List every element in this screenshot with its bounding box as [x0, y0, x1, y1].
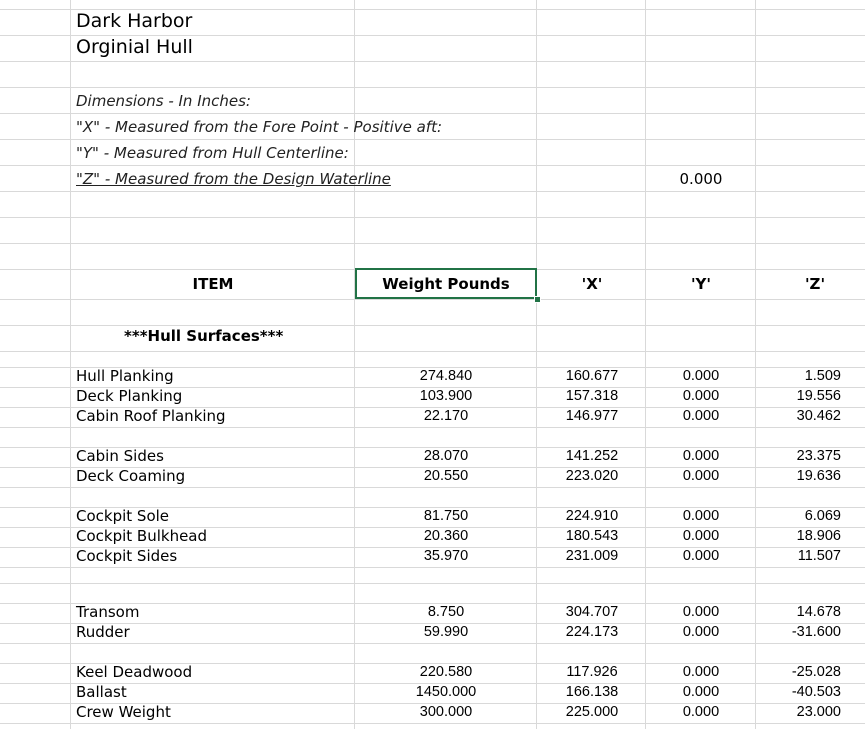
- section-hull-surfaces[interactable]: ***Hull Surfaces***: [124, 327, 284, 345]
- row-weight[interactable]: 1450.000: [415, 684, 477, 700]
- row-item-name[interactable]: Transom: [76, 603, 140, 621]
- row-x[interactable]: 166.138: [565, 684, 619, 700]
- row-z[interactable]: 19.556: [796, 388, 841, 404]
- row-weight[interactable]: 81.750: [423, 508, 469, 524]
- row-item-name[interactable]: Cockpit Bulkhead: [76, 527, 208, 545]
- row-z[interactable]: -40.503: [791, 684, 841, 700]
- row-z[interactable]: 11.507: [797, 548, 841, 564]
- row-weight[interactable]: 20.550: [423, 468, 469, 484]
- row-x[interactable]: 231.009: [565, 548, 619, 564]
- row-weight[interactable]: 8.750: [427, 604, 465, 620]
- row-item-name[interactable]: Deck Planking: [76, 387, 183, 405]
- row-z[interactable]: 18.906: [796, 528, 841, 544]
- row-x[interactable]: 180.543: [565, 528, 619, 544]
- row-x[interactable]: 224.910: [565, 508, 619, 524]
- row-y[interactable]: 0.000: [682, 704, 720, 720]
- row-weight[interactable]: 35.970: [423, 548, 469, 564]
- row-weight[interactable]: 22.170: [423, 408, 469, 424]
- row-y[interactable]: 0.000: [682, 684, 720, 700]
- row-x[interactable]: 223.020: [565, 468, 619, 484]
- row-x[interactable]: 160.677: [565, 368, 619, 384]
- header-weight-pounds[interactable]: Weight Pounds: [382, 275, 510, 293]
- row-z[interactable]: 23.000: [796, 704, 841, 720]
- dimensions-heading: Dimensions - In Inches:: [76, 92, 251, 110]
- row-z[interactable]: 30.462: [796, 408, 841, 424]
- row-z[interactable]: -25.028: [791, 664, 841, 680]
- row-z[interactable]: 23.375: [796, 448, 841, 464]
- row-y[interactable]: 0.000: [682, 664, 720, 680]
- header-x[interactable]: 'X': [581, 275, 603, 293]
- dimension-z-note: "Z" - Measured from the Design Waterline: [76, 170, 391, 188]
- row-x[interactable]: 117.926: [566, 664, 618, 680]
- row-y[interactable]: 0.000: [682, 548, 720, 564]
- row-weight[interactable]: 103.900: [419, 388, 473, 404]
- row-z[interactable]: 6.069: [804, 508, 841, 524]
- fill-handle[interactable]: [534, 296, 541, 303]
- row-y[interactable]: 0.000: [682, 604, 720, 620]
- row-weight[interactable]: 59.990: [423, 624, 469, 640]
- row-y[interactable]: 0.000: [682, 468, 720, 484]
- row-y[interactable]: 0.000: [682, 528, 720, 544]
- row-weight[interactable]: 274.840: [419, 368, 473, 384]
- dimension-y-note: "Y" - Measured from Hull Centerline:: [76, 144, 349, 162]
- row-item-name[interactable]: Ballast: [76, 683, 127, 701]
- row-item-name[interactable]: Keel Deadwood: [76, 663, 193, 681]
- header-z[interactable]: 'Z': [804, 275, 826, 293]
- header-y[interactable]: 'Y': [690, 275, 712, 293]
- row-x[interactable]: 225.000: [565, 704, 619, 720]
- row-x[interactable]: 304.707: [565, 604, 619, 620]
- row-item-name[interactable]: Deck Coaming: [76, 467, 186, 485]
- row-item-name[interactable]: Cabin Roof Planking: [76, 407, 226, 425]
- header-item[interactable]: ITEM: [192, 275, 234, 293]
- row-item-name[interactable]: Crew Weight: [76, 703, 171, 721]
- row-y[interactable]: 0.000: [682, 624, 720, 640]
- row-y[interactable]: 0.000: [682, 388, 720, 404]
- row-item-name[interactable]: Cockpit Sides: [76, 547, 178, 565]
- row-item-name[interactable]: Cockpit Sole: [76, 507, 170, 525]
- row-item-name[interactable]: Hull Planking: [76, 367, 174, 385]
- title-line-2: Orginial Hull: [76, 36, 193, 58]
- z-reference-value[interactable]: 0.000: [679, 170, 723, 188]
- title-line-1: Dark Harbor: [76, 10, 193, 32]
- row-x[interactable]: 146.977: [565, 408, 619, 424]
- row-item-name[interactable]: Rudder: [76, 623, 130, 641]
- row-y[interactable]: 0.000: [682, 368, 720, 384]
- row-weight[interactable]: 20.360: [423, 528, 469, 544]
- row-weight[interactable]: 220.580: [419, 664, 473, 680]
- row-y[interactable]: 0.000: [682, 408, 720, 424]
- row-y[interactable]: 0.000: [682, 448, 720, 464]
- row-z[interactable]: -31.600: [791, 624, 841, 640]
- row-z[interactable]: 14.678: [796, 604, 841, 620]
- row-z[interactable]: 1.509: [804, 368, 841, 384]
- row-y[interactable]: 0.000: [682, 508, 720, 524]
- row-weight[interactable]: 300.000: [419, 704, 473, 720]
- row-x[interactable]: 141.252: [565, 448, 619, 464]
- row-x[interactable]: 224.173: [565, 624, 619, 640]
- row-item-name[interactable]: Cabin Sides: [76, 447, 164, 465]
- row-z[interactable]: 19.636: [796, 468, 841, 484]
- row-x[interactable]: 157.318: [565, 388, 619, 404]
- dimension-x-note: "X" - Measured from the Fore Point - Positive aft:: [76, 118, 443, 136]
- row-weight[interactable]: 28.070: [423, 448, 469, 464]
